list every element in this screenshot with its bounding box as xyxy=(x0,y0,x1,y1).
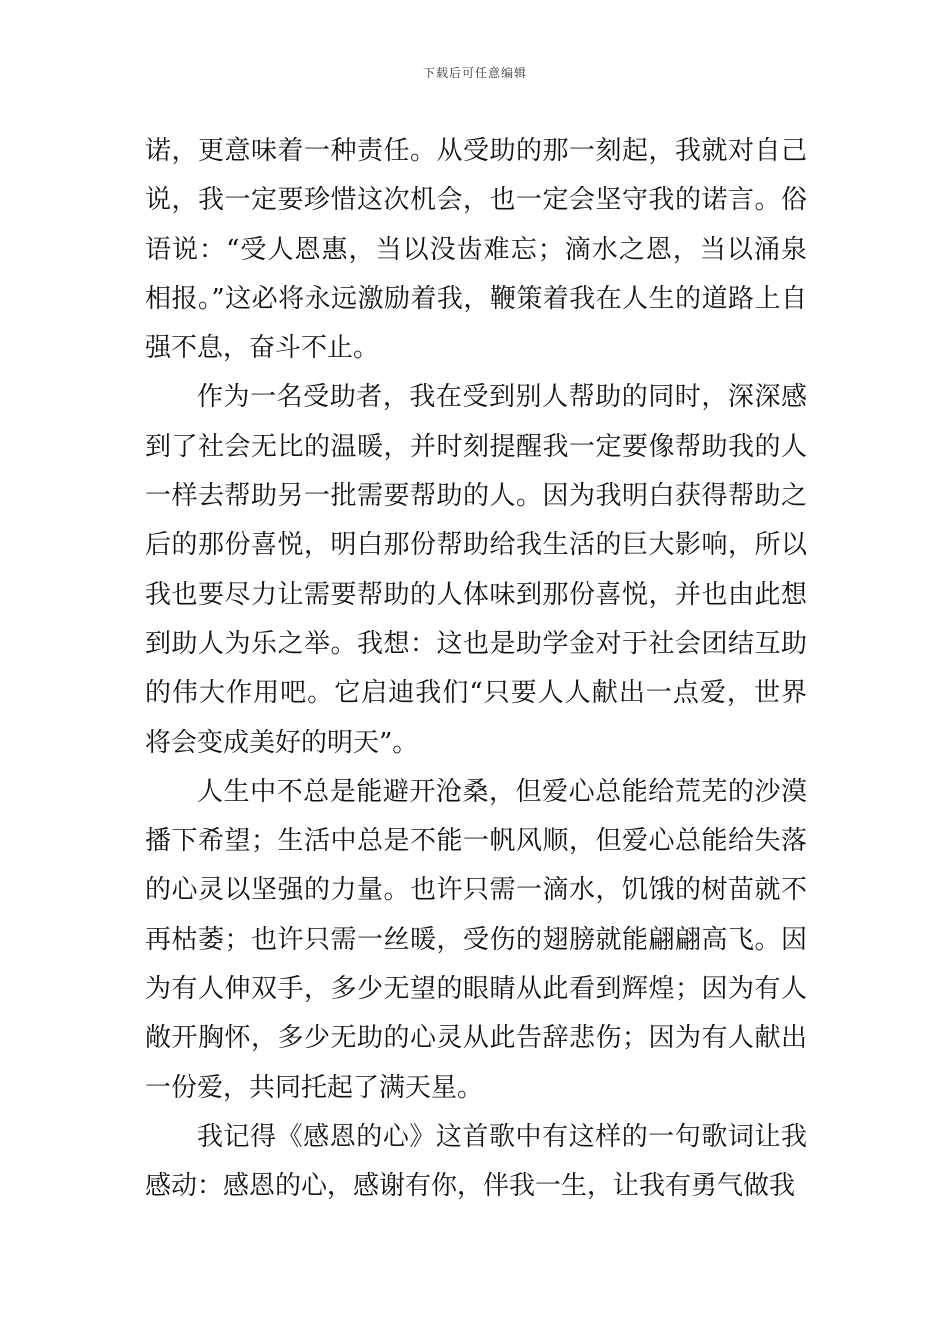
paragraph-4: 我记得《感恩的心》这首歌中有这样的一句歌词让我感动：感恩的心，感谢有你，伴我一生，让我有勇气做我 xyxy=(145,1121,807,1202)
paragraph-2: 作为一名受助者，我在受到别人帮助的同时，深深感到了社会无比的温暖，并时刻提醒我一定要像帮助我的人一样去帮助另一批需要帮助的人。因为我明白获得帮助之后的那份喜悦，明白那份帮助给我生活的巨大影响，所以我也要尽力让需要帮助的人体味到那份喜悦，并也由此想到助人为乐之举。我想：这也是助学金对于社会团结互助的伟大作用吧。它启迪我们“只要人人献出一点爱，世界将会变成美好的明天”。 xyxy=(145,382,807,758)
page-header-note: 下载后可任意编辑 xyxy=(422,66,527,80)
paragraph-1: 诺，更意味着一种责任。从受助的那一刻起，我就对自己说，我一定要珍惜这次机会，也一定会坚守我的诺言。俗语说：“受人恩惠，当以没齿难忘；滴水之恩，当以涌泉相报。”这必将永远激励着我，鞭策着我在人生的道路上自强不息，奋斗不止。 xyxy=(145,136,807,364)
paragraph-3: 人生中不总是能避开沧桑，但爱心总能给荒芜的沙漠播下希望；生活中总是不能一帆风顺，但爱心总能给失落的心灵以坚强的力量。也许只需一滴水，饥饿的树苗就不再枯萎；也许只需一丝暖，受伤的翅膀就能翩翩高飞。因为有人伸双手，多少无望的眼睛从此看到辉煌；因为有人敞开胸怀，多少无助的心灵从此告辞悲伤；因为有人献出一份爱，共同托起了满天星。 xyxy=(145,776,807,1103)
document-body xyxy=(145,127,807,1212)
